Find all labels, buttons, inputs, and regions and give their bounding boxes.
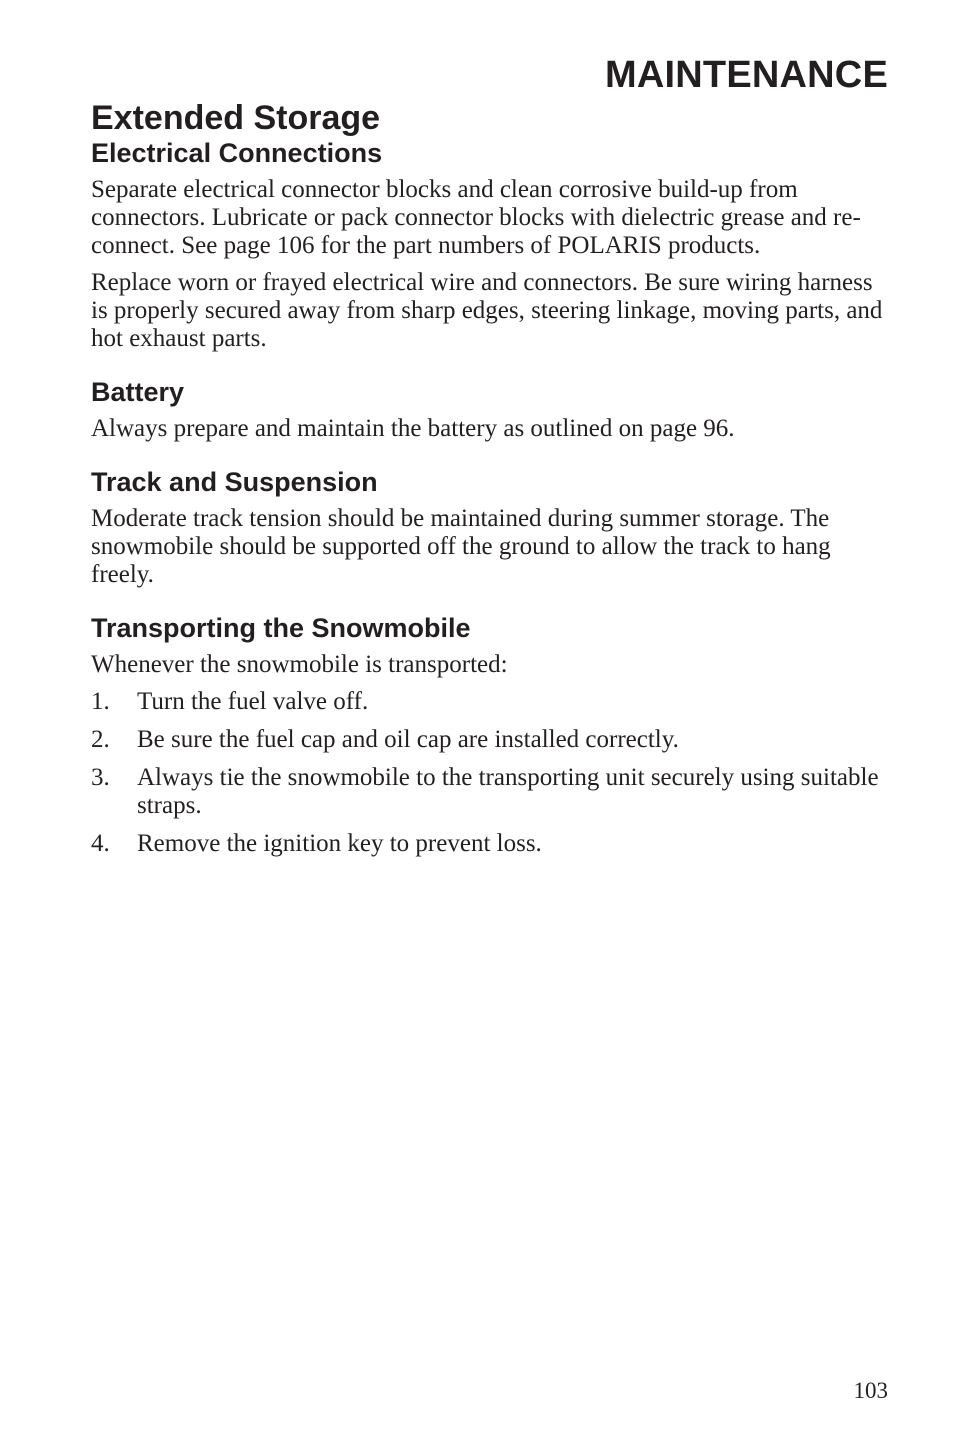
step-text: Be sure the fuel cap and oil cap are installed correctly.	[137, 726, 679, 753]
steps-list	[91, 688, 891, 858]
list-item	[91, 726, 891, 754]
paragraph: Whenever the snowmobile is transported:	[91, 651, 508, 678]
section-track-and-suspension	[91, 465, 891, 589]
section-electrical-connections	[91, 136, 891, 353]
step-number: 3.	[91, 764, 110, 791]
paragraph: Moderate track tension should be maintained during summer storage. The snowmobile should be supported off the ground to allow the track to hang freely.	[91, 505, 831, 588]
list-item	[91, 830, 891, 858]
step-text: Remove the ignition key to prevent loss.	[137, 830, 542, 857]
step-number: 2.	[91, 726, 110, 753]
list-item	[91, 688, 891, 716]
paragraph: Separate electrical connector blocks and clean corrosive build-up from connectors. Lubricate or pack connector blocks with dielectric grease and re-connect. See page 106 for the part numbers of POLARIS products.	[91, 176, 861, 259]
section-heading: Transporting the Snowmobile	[91, 613, 471, 643]
page-content	[91, 96, 891, 868]
section-battery	[91, 375, 891, 443]
step-text: Turn the fuel valve off.	[137, 688, 369, 715]
page-number: 103	[853, 1378, 888, 1403]
paragraph: Replace worn or frayed electrical wire and connectors. Be sure wiring harness is properly secured away from sharp edges, steering linkage, moving parts, and hot exhaust parts.	[91, 269, 883, 352]
step-number: 4.	[91, 830, 110, 857]
section-transporting	[91, 611, 891, 858]
section-heading: Track and Suspension	[91, 467, 378, 497]
list-item	[91, 764, 891, 820]
section-heading: Electrical Connections	[91, 138, 383, 168]
chapter-title: MAINTENANCE	[605, 54, 888, 96]
page-title: Extended Storage	[91, 99, 381, 137]
step-number: 1.	[91, 688, 110, 715]
section-heading: Battery	[91, 377, 185, 407]
paragraph: Always prepare and maintain the battery as outlined on page 96.	[91, 415, 735, 442]
step-text: Always tie the snowmobile to the transporting unit securely using suitable straps.	[137, 764, 879, 819]
